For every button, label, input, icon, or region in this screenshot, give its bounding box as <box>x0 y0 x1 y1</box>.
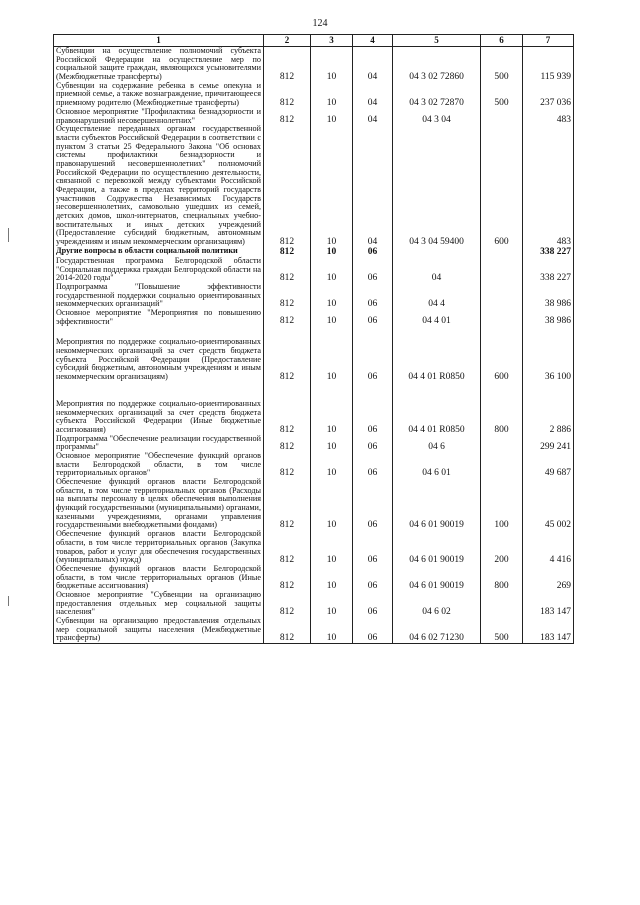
section-code: 10 <box>311 591 353 617</box>
section-code: 10 <box>311 530 353 565</box>
amount: 299 241 <box>523 435 574 452</box>
section-code: 10 <box>311 82 353 108</box>
column-header: 3 <box>311 35 353 47</box>
amount: 2 886 <box>523 382 574 435</box>
table-row <box>54 82 574 108</box>
section-code: 10 <box>311 382 353 435</box>
item-name: Мероприятия по поддержке социально-ориентированных некоммерческих организаций за счет средств бюджета субъекта Российской Федерации (Предоставление субсидий бюджетным, автономным учреждениям и иным некоммерческим организациям) <box>54 326 264 381</box>
subsection-code: 04 <box>353 125 393 247</box>
grbs-code: 812 <box>264 478 311 530</box>
column-header: 2 <box>264 35 311 47</box>
table-row <box>54 452 574 478</box>
expense-type-code: 800 <box>481 382 523 435</box>
expense-type-code <box>481 591 523 617</box>
table-row <box>54 326 574 381</box>
item-name: Субвенции на содержание ребенка в семье опекуна и приемной семье, а также вознаграждение, причитающееся приемному родителю (Межбюджетные трансферты) <box>54 82 264 108</box>
target-article-code <box>393 247 481 257</box>
expense-type-code <box>481 309 523 326</box>
target-article-code: 04 3 04 <box>393 108 481 125</box>
target-article-code: 04 4 01 R0850 <box>393 382 481 435</box>
table-header-row <box>54 35 574 47</box>
target-article-code: 04 <box>393 257 481 283</box>
amount: 338 227 <box>523 247 574 257</box>
target-article-code: 04 3 04 59400 <box>393 125 481 247</box>
section-code: 10 <box>311 257 353 283</box>
target-article-code: 04 6 01 90019 <box>393 478 481 530</box>
item-name: Осуществление переданных органам государственной власти субъектов Российской Федерации в соответствии с пунктом 3 статьи 25 Федерального Закона "Об основах системы профилактики безнадзорности и правонарушений несовершеннолетних" полномочий Российской Федерации по осуществлению деятельности, связанной с перевозкой между субъектами Российской Федерации, а также в пределах территорий государств участников Содружества Независимых Государств несовершеннолетних, самовольно ушедших из семей, детских домов, школ-интернатов, специальных учебно-воспитательных и иных детских учреждений (Предоставление субсидий бюджетным, автономным учреждениям и иным некоммерческим организациям) <box>54 125 264 247</box>
amount: 338 227 <box>523 257 574 283</box>
table-row <box>54 530 574 565</box>
amount: 115 939 <box>523 47 574 82</box>
table-row <box>54 125 574 247</box>
grbs-code: 812 <box>264 452 311 478</box>
item-name: Субвенции на осуществление полномочий субъекта Российской Федерации на осуществление мер по социальной защите граждан, являющихся усыновителями (Межбюджетные трансферты) <box>54 47 264 82</box>
grbs-code: 812 <box>264 326 311 381</box>
section-code: 10 <box>311 617 353 644</box>
target-article-code: 04 3 02 72870 <box>393 82 481 108</box>
grbs-code: 812 <box>264 108 311 125</box>
target-article-code: 04 6 01 90019 <box>393 530 481 565</box>
subsection-code: 06 <box>353 283 393 309</box>
item-name: Обеспечение функций органов власти Белгородской области, в том числе территориальных органов (Закупка товаров, работ и услуг для обеспечения государственных (муниципальных) нужд) <box>54 530 264 565</box>
section-code: 10 <box>311 326 353 381</box>
grbs-code: 812 <box>264 530 311 565</box>
amount: 38 986 <box>523 309 574 326</box>
item-name: Основное мероприятие "Субвенции на организацию предоставления отдельных мер социальной защиты населения" <box>54 591 264 617</box>
table-row <box>54 478 574 530</box>
expense-type-code: 500 <box>481 47 523 82</box>
item-name: Обеспечение функций органов власти Белгородской области, в том числе территориальных органов (Иные бюджетные ассигнования) <box>54 565 264 591</box>
table-row <box>54 108 574 125</box>
target-article-code: 04 6 02 <box>393 591 481 617</box>
target-article-code: 04 4 <box>393 283 481 309</box>
table-row <box>54 617 574 644</box>
table-row <box>54 47 574 82</box>
grbs-code: 812 <box>264 435 311 452</box>
amount: 269 <box>523 565 574 591</box>
target-article-code: 04 6 <box>393 435 481 452</box>
item-name: Другие вопросы в области социальной политики <box>54 247 264 257</box>
subsection-code: 06 <box>353 309 393 326</box>
item-name: Подпрограмма "Обеспечение реализации государственной программы" <box>54 435 264 452</box>
column-header: 7 <box>523 35 574 47</box>
section-code: 10 <box>311 452 353 478</box>
grbs-code: 812 <box>264 125 311 247</box>
amount: 183 147 <box>523 591 574 617</box>
table-row <box>54 257 574 283</box>
expense-type-code: 600 <box>481 125 523 247</box>
subsection-code: 06 <box>353 591 393 617</box>
target-article-code: 04 6 01 90019 <box>393 565 481 591</box>
target-article-code: 04 3 02 72860 <box>393 47 481 82</box>
grbs-code: 812 <box>264 47 311 82</box>
expense-type-code <box>481 283 523 309</box>
subsection-code: 04 <box>353 47 393 82</box>
item-name: Мероприятия по поддержке социально-ориентированных некоммерческих организаций за счет средств бюджета субъекта Российской Федерации (Иные бюджетные ассигнования) <box>54 382 264 435</box>
scan-edge-mark <box>8 228 9 242</box>
section-code: 10 <box>311 435 353 452</box>
amount: 237 036 <box>523 82 574 108</box>
table-row <box>54 591 574 617</box>
target-article-code: 04 6 02 71230 <box>393 617 481 644</box>
grbs-code: 812 <box>264 382 311 435</box>
target-article-code: 04 6 01 <box>393 452 481 478</box>
amount: 483 <box>523 125 574 247</box>
column-header: 5 <box>393 35 481 47</box>
subsection-code: 06 <box>353 530 393 565</box>
budget-table <box>53 34 574 644</box>
section-code: 10 <box>311 309 353 326</box>
expense-type-code: 100 <box>481 478 523 530</box>
grbs-code: 812 <box>264 617 311 644</box>
amount: 38 986 <box>523 283 574 309</box>
grbs-code: 812 <box>264 247 311 257</box>
item-name: Подпрограмма "Повышение эффективности государственной поддержки социально ориентированных некоммерческих организаций" <box>54 283 264 309</box>
section-code: 10 <box>311 247 353 257</box>
item-name: Основное мероприятие "Мероприятия по повышению эффективности" <box>54 309 264 326</box>
table-row <box>54 309 574 326</box>
subsection-code: 04 <box>353 82 393 108</box>
section-code: 10 <box>311 565 353 591</box>
subsection-code: 06 <box>353 326 393 381</box>
grbs-code: 812 <box>264 565 311 591</box>
table-row <box>54 283 574 309</box>
grbs-code: 812 <box>264 283 311 309</box>
amount: 49 687 <box>523 452 574 478</box>
subsection-code: 06 <box>353 617 393 644</box>
expense-type-code: 500 <box>481 82 523 108</box>
table-row <box>54 565 574 591</box>
subsection-code: 04 <box>353 108 393 125</box>
subsection-code: 06 <box>353 247 393 257</box>
expense-type-code <box>481 452 523 478</box>
grbs-code: 812 <box>264 591 311 617</box>
grbs-code: 812 <box>264 257 311 283</box>
expense-type-code <box>481 247 523 257</box>
expense-type-code: 200 <box>481 530 523 565</box>
amount: 183 147 <box>523 617 574 644</box>
section-code: 10 <box>311 283 353 309</box>
subsection-code: 06 <box>353 382 393 435</box>
table-row <box>54 382 574 435</box>
subsection-code: 06 <box>353 452 393 478</box>
column-header: 4 <box>353 35 393 47</box>
amount: 45 002 <box>523 478 574 530</box>
amount: 483 <box>523 108 574 125</box>
table-row <box>54 435 574 452</box>
expense-type-code <box>481 108 523 125</box>
subsection-code: 06 <box>353 435 393 452</box>
item-name: Основное мероприятие "Обеспечение функций органов власти Белгородской области, в том числе территориальных органов" <box>54 452 264 478</box>
item-name: Обеспечение функций органов власти Белгородской области, в том числе территориальных органов (Расходы на выплаты персоналу в целях обеспечения выполнения функций государственными (муниципальными) органами, казенными учреждениями, органами управления государственными внебюджетными фондами) <box>54 478 264 530</box>
column-header: 1 <box>54 35 264 47</box>
target-article-code: 04 4 01 R0850 <box>393 326 481 381</box>
subsection-code: 06 <box>353 478 393 530</box>
expense-type-code: 500 <box>481 617 523 644</box>
target-article-code: 04 4 01 <box>393 309 481 326</box>
amount: 36 100 <box>523 326 574 381</box>
scan-edge-mark <box>8 596 9 606</box>
column-header: 6 <box>481 35 523 47</box>
subsection-code: 06 <box>353 257 393 283</box>
grbs-code: 812 <box>264 82 311 108</box>
section-code: 10 <box>311 125 353 247</box>
page-number: 124 <box>312 18 328 29</box>
expense-type-code: 600 <box>481 326 523 381</box>
item-name: Субвенции на организацию предоставления отдельных мер социальной защиты населения (Межбюджетные трансферты) <box>54 617 264 644</box>
expense-type-code <box>481 435 523 452</box>
subsection-code: 06 <box>353 565 393 591</box>
section-code: 10 <box>311 478 353 530</box>
expense-type-code <box>481 257 523 283</box>
item-name: Основное мероприятие "Профилактика безнадзорности и правонарушений несовершеннолетних" <box>54 108 264 125</box>
amount: 4 416 <box>523 530 574 565</box>
grbs-code: 812 <box>264 309 311 326</box>
expense-type-code: 800 <box>481 565 523 591</box>
item-name: Государственная программа Белгородской области "Социальная поддержка граждан Белгородской области на 2014-2020 годы" <box>54 257 264 283</box>
section-code: 10 <box>311 108 353 125</box>
section-code: 10 <box>311 47 353 82</box>
